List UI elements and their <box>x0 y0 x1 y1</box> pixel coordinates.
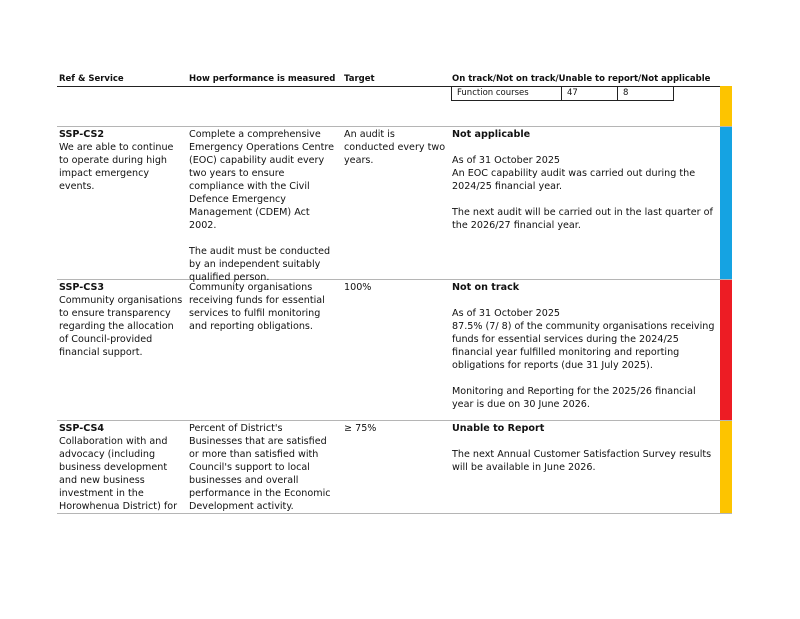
ref-code: SSP-CS3 <box>59 282 105 293</box>
status-label: Not applicable <box>452 129 531 140</box>
table-row-ssp-cs2-status <box>452 128 716 232</box>
status-bar-unable-to-report <box>720 420 732 513</box>
status-bar-continuation <box>720 86 732 126</box>
status-bar-not-applicable <box>720 126 732 279</box>
column-header-status: On track/Not on track/Unable to report/Not applicable <box>452 74 711 84</box>
target-text: 100% <box>344 282 372 293</box>
ref-code: SSP-CS2 <box>59 129 105 140</box>
status-label: Unable to Report <box>452 423 545 434</box>
status-note: Monitoring and Reporting for the 2025/26 financial year is due on 30 June 2026. <box>452 386 696 410</box>
measure-text: The audit must be conducted by an independent suitably qualified person. <box>189 246 331 283</box>
row-divider <box>57 513 732 514</box>
service-description: Community organisations to ensure transparency regarding the allocation of Council-provided financial support. <box>59 295 183 358</box>
table-row-ssp-cs3-ref <box>59 281 184 359</box>
status-note: 87.5% (7/ 8) of the community organisations receiving funds for essential services during the 2024/25 financial year fulfilled monitoring and reporting obligations for reports (due 31 July 2025). <box>452 321 715 371</box>
status-label: Not on track <box>452 282 520 293</box>
subtable-label: Function courses <box>452 86 562 100</box>
table-row-ssp-cs3-status <box>452 281 716 411</box>
service-description: We are able to continue to operate during high impact emergency events. <box>59 142 174 192</box>
service-description: Collaboration with and advocacy (including business development and new business investment in the Horowhenua District) for <box>59 436 178 512</box>
table-row-ssp-cs4-status <box>452 422 716 474</box>
measure-text: Percent of District's Businesses that are satisfied or more than satisfied with Council's support to local businesses and overall performance in the Economic Development activity. <box>189 423 331 512</box>
status-bar-not-on-track <box>720 279 732 420</box>
measure-text: Complete a comprehensive Emergency Operations Centre (EOC) capability audit every two years to ensure compliance with the Civil Defence Emergency Management (CDEM) Act 2002. <box>189 129 335 231</box>
measure-text: Community organisations receiving funds for essential services to fulfil monitoring and reporting obligations. <box>189 282 325 332</box>
table-row-ssp-cs2-ref <box>59 128 184 193</box>
column-header-how-measured: How performance is measured <box>189 74 336 84</box>
table-row-ssp-cs2-measure <box>189 128 337 284</box>
status-note: As of 31 October 2025 <box>452 155 561 166</box>
status-note: As of 31 October 2025 <box>452 308 561 319</box>
status-note: The next audit will be carried out in the last quarter of the 2026/27 financial year. <box>452 207 713 231</box>
status-note: An EOC capability audit was carried out during the 2024/25 financial year. <box>452 168 696 192</box>
row-divider <box>57 279 732 280</box>
status-note: The next Annual Customer Satisfaction Survey results will be available in June 2026. <box>452 449 712 473</box>
subtable-value-2: 8 <box>623 88 629 98</box>
ref-code: SSP-CS4 <box>59 423 105 434</box>
target-text: ≥ 75% <box>344 423 377 434</box>
table-row-ssp-cs4-ref <box>59 422 184 513</box>
target-text: An audit is conducted every two years. <box>344 129 446 166</box>
row-divider <box>57 420 732 421</box>
function-courses-subtable <box>451 86 674 101</box>
row-divider <box>57 126 732 127</box>
subtable-value-1: 47 <box>562 86 618 100</box>
column-header-ref-service: Ref & Service <box>59 74 124 84</box>
column-header-target: Target <box>344 74 375 84</box>
